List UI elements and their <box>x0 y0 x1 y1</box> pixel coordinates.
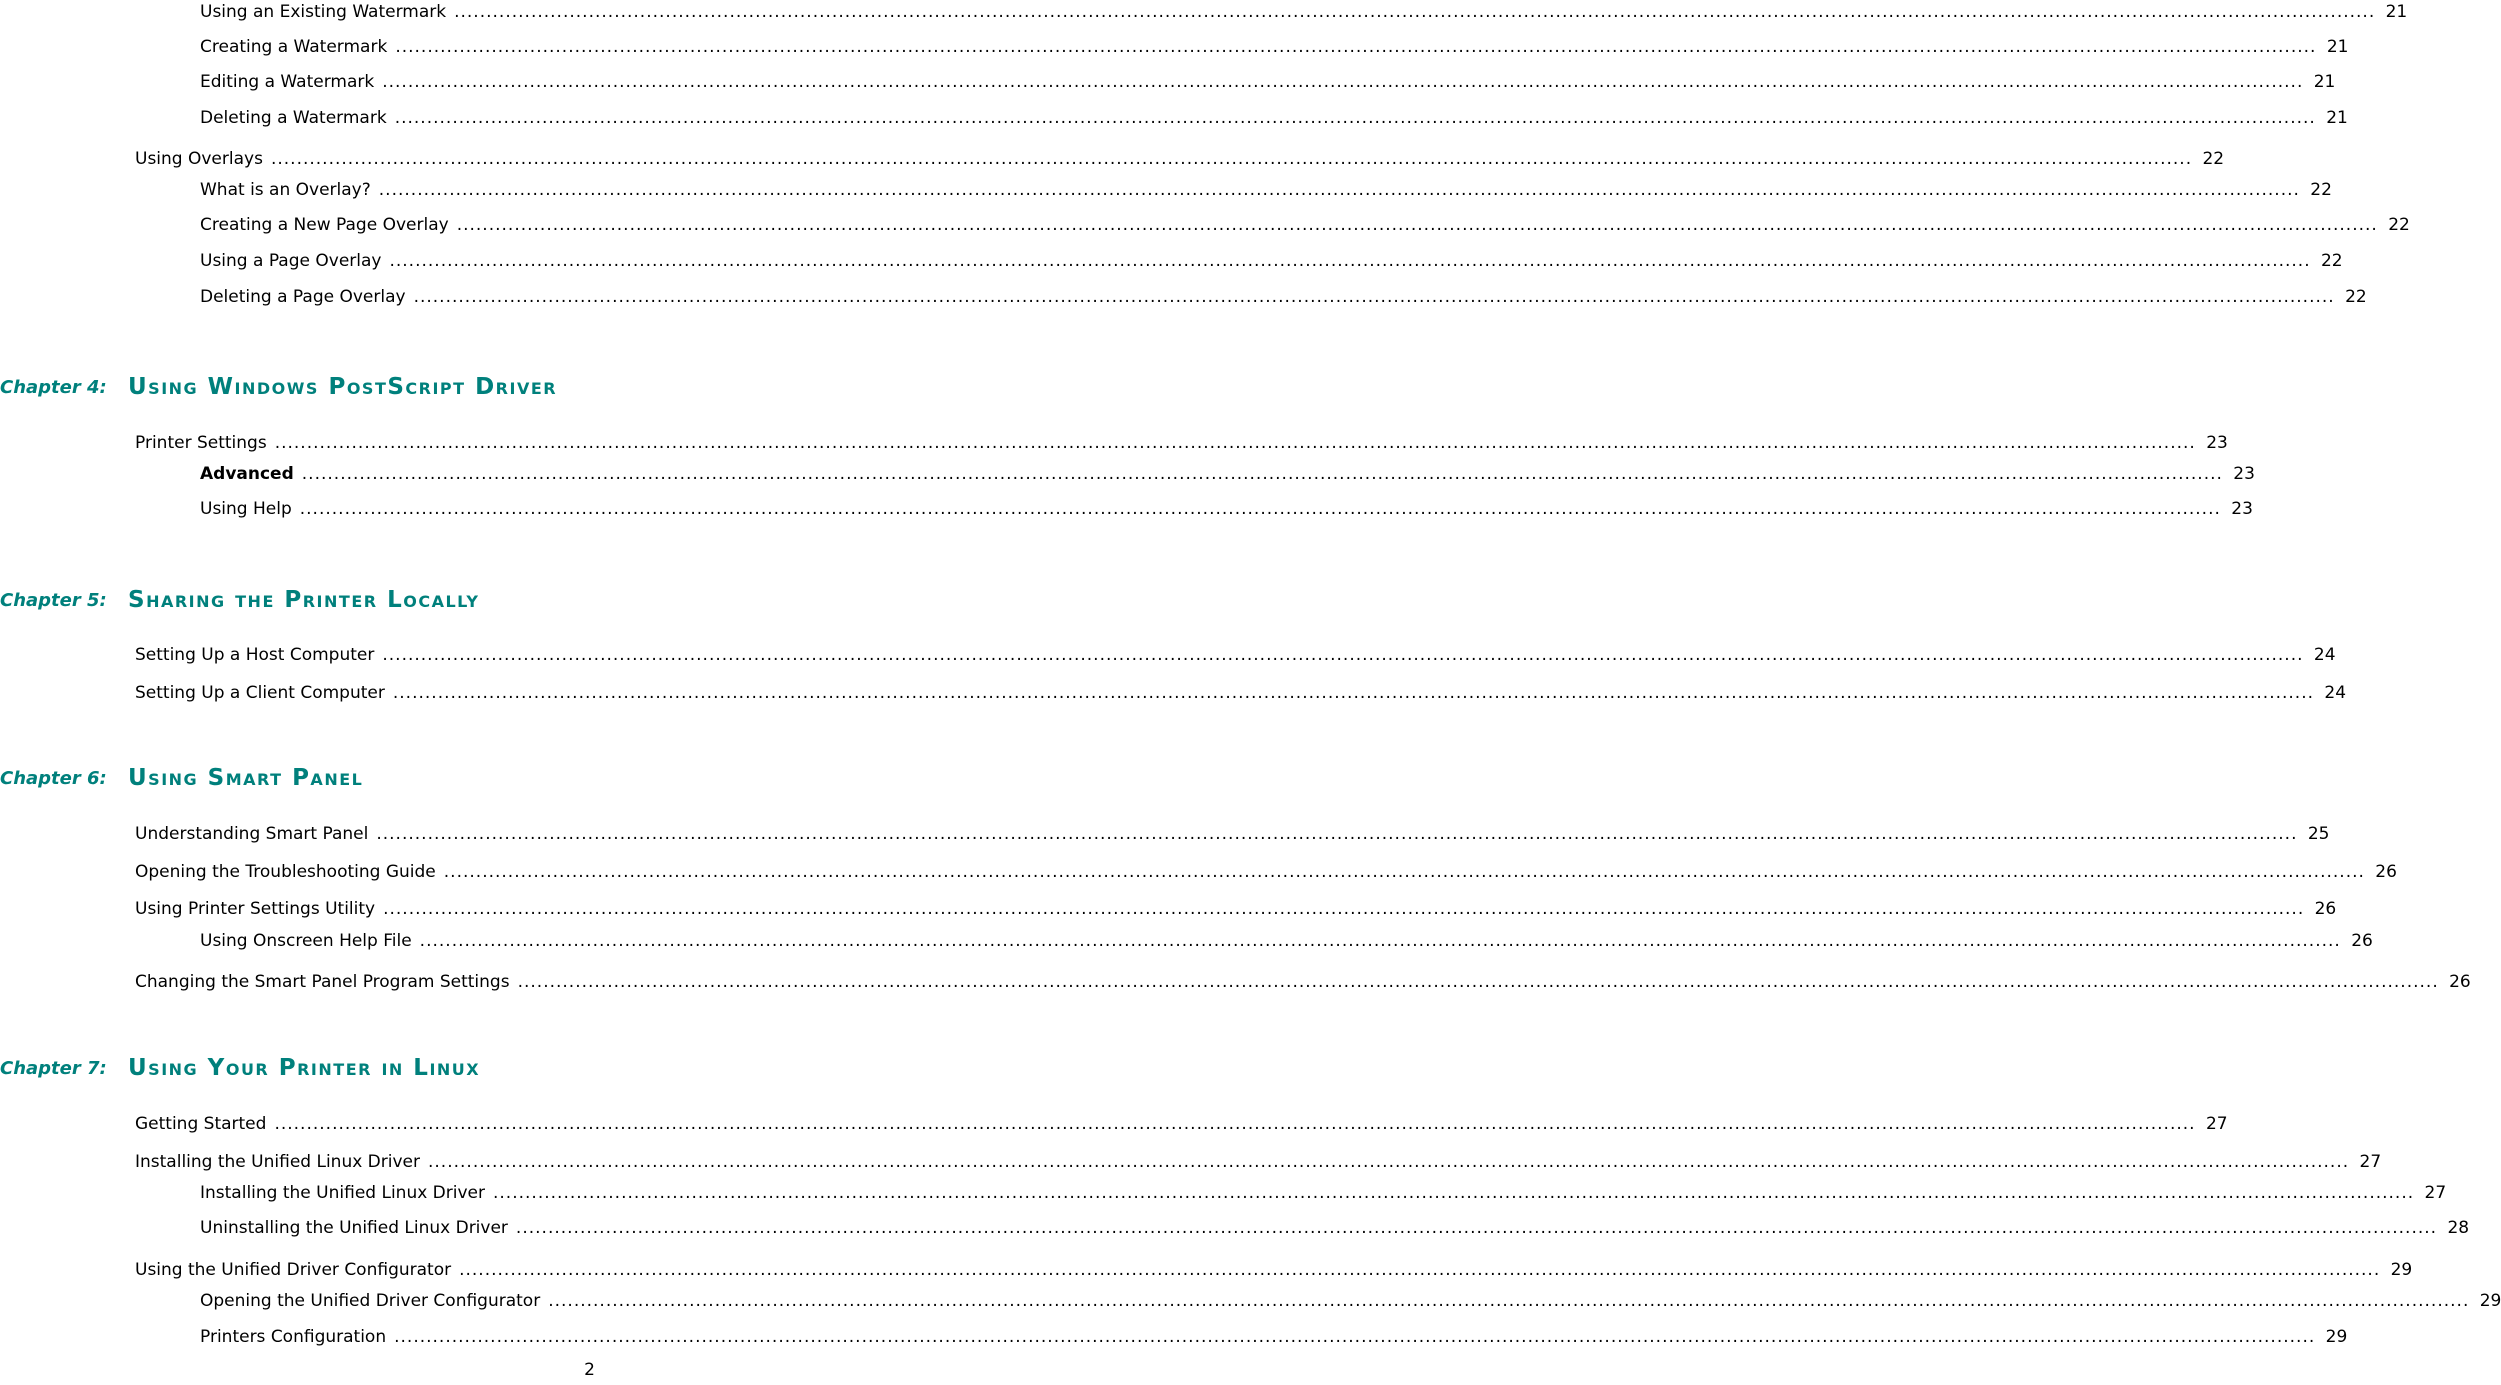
toc-entry[interactable] <box>135 820 2330 844</box>
toc-entry[interactable] <box>200 927 2373 951</box>
toc-dot-leader: ............................................................................................................................................................................................................................................................................................................ <box>392 683 2315 703</box>
page-number: 2 <box>584 1360 595 1380</box>
toc-entry-page: 23 <box>2231 499 2253 519</box>
toc-entry-page: 26 <box>2375 862 2397 882</box>
toc-dot-leader: ............................................................................................................................................................................................................................................................................................................ <box>517 972 2439 992</box>
toc-entry[interactable] <box>135 641 2336 665</box>
toc-entry-page: 28 <box>2447 1218 2470 1238</box>
toc-entry[interactable] <box>135 679 2347 703</box>
toc-entry-page: 23 <box>2233 464 2255 484</box>
toc-entry[interactable] <box>200 247 2343 271</box>
chapter-label: Chapter 4: <box>0 377 107 398</box>
toc-entry-page: 22 <box>2202 149 2225 169</box>
chapter-title: Using Windows PostScript Driver <box>128 374 558 400</box>
toc-dot-leader: ............................................................................................................................................................................................................................................................................................................ <box>428 1152 2350 1172</box>
toc-entry-page: 26 <box>2449 972 2471 992</box>
toc-entry-page: 21 <box>2326 37 2349 57</box>
chapter-heading <box>0 1043 1179 1083</box>
toc-entry-page: 24 <box>2313 645 2336 665</box>
toc-entry-page: 24 <box>2324 683 2347 703</box>
toc-entry-title: Printer Settings <box>135 433 267 453</box>
toc-entry-title: Understanding Smart Panel <box>135 824 369 844</box>
chapter-heading <box>0 753 1179 793</box>
toc-dot-leader: ............................................................................................................................................................................................................................................................................................................ <box>274 1114 2196 1134</box>
toc-entry-title: Using Printer Settings Utility <box>135 899 376 919</box>
toc-entry[interactable] <box>135 429 2228 453</box>
toc-dot-leader: ............................................................................................................................................................................................................................................................................................................ <box>383 899 2305 919</box>
toc-dot-leader: ............................................................................................................................................................................................................................................................................................................ <box>394 1327 2316 1347</box>
toc-entry-page: 23 <box>2206 433 2228 453</box>
toc-entry[interactable] <box>135 858 2397 882</box>
toc-entry-title: Using the Unified Driver Configurator <box>135 1260 452 1280</box>
toc-entry-page: 25 <box>2307 824 2330 844</box>
toc-entry-page: 22 <box>2320 251 2343 271</box>
toc-entry[interactable] <box>135 145 2225 169</box>
toc-dot-leader: ............................................................................................................................................................................................................................................................................................................ <box>454 2 2376 22</box>
toc-entry[interactable] <box>200 104 2348 128</box>
chapter-label: Chapter 5: <box>0 590 107 611</box>
toc-entry[interactable] <box>200 1179 2447 1203</box>
toc-entry-page: 22 <box>2388 215 2410 235</box>
toc-entry-page: 27 <box>2424 1183 2447 1203</box>
toc-entry-page: 22 <box>2345 287 2367 307</box>
toc-entry-title: Opening the Troubleshooting Guide <box>135 862 436 882</box>
toc-entry-title: Installing the Unified Linux Driver <box>200 1183 485 1203</box>
toc-entry[interactable] <box>135 1148 2382 1172</box>
chapter-label: Chapter 6: <box>0 768 107 789</box>
toc-dot-leader: ............................................................................................................................................................................................................................................................................................................ <box>459 1260 2381 1280</box>
chapter-heading <box>0 362 1179 402</box>
toc-entry[interactable] <box>200 211 2410 235</box>
toc-dot-leader: ............................................................................................................................................................................................................................................................................................................ <box>515 1218 2438 1238</box>
toc-entry-title: Advanced <box>200 464 294 484</box>
toc-entry-page: 27 <box>2205 1114 2228 1134</box>
toc-entry[interactable] <box>135 968 2471 992</box>
toc-entry[interactable] <box>200 460 2255 484</box>
toc-dot-leader: ............................................................................................................................................................................................................................................................................................................ <box>270 149 2193 169</box>
toc-dot-leader: ............................................................................................................................................................................................................................................................................................................ <box>456 215 2378 235</box>
toc-entry-title: Changing the Smart Panel Program Settings <box>135 972 510 992</box>
toc-entry-title: Using an Existing Watermark <box>200 2 447 22</box>
toc-dot-leader: ............................................................................................................................................................................................................................................................................................................ <box>493 1183 2415 1203</box>
toc-dot-leader: ............................................................................................................................................................................................................................................................................................................ <box>382 72 2304 92</box>
toc-entry-page: 22 <box>2310 180 2332 200</box>
toc-entry-title: Installing the Unified Linux Driver <box>135 1152 420 1172</box>
chapter-title: Using Your Printer in Linux <box>128 1055 481 1081</box>
toc-entry[interactable] <box>200 1323 2348 1347</box>
toc-dot-leader: ............................................................................................................................................................................................................................................................................................................ <box>382 645 2304 665</box>
toc-entry[interactable] <box>200 68 2336 92</box>
chapter-label: Chapter 7: <box>0 1058 107 1079</box>
toc-entry-title: Deleting a Page Overlay <box>200 287 406 307</box>
toc-dot-leader: ............................................................................................................................................................................................................................................................................................................ <box>274 433 2196 453</box>
toc-entry-page: 26 <box>2314 899 2337 919</box>
toc-entry-title: Setting Up a Client Computer <box>135 683 385 703</box>
toc-entry[interactable] <box>200 1214 2470 1238</box>
toc-dot-leader: ............................................................................................................................................................................................................................................................................................................ <box>395 37 2317 57</box>
toc-dot-leader: ............................................................................................................................................................................................................................................................................................................ <box>389 251 2311 271</box>
toc-entry-page: 26 <box>2351 931 2373 951</box>
toc-entry[interactable] <box>200 0 2408 22</box>
toc-entry-title: Getting Started <box>135 1114 267 1134</box>
toc-entry-page: 29 <box>2390 1260 2413 1280</box>
toc-entry-title: Using Overlays <box>135 149 263 169</box>
toc-dot-leader: ............................................................................................................................................................................................................................................................................................................ <box>413 287 2335 307</box>
toc-entry-page: 21 <box>2326 108 2348 128</box>
chapter-title: Using Smart Panel <box>128 765 364 791</box>
toc-dot-leader: ............................................................................................................................................................................................................................................................................................................ <box>301 464 2223 484</box>
toc-dot-leader: ............................................................................................................................................................................................................................................................................................................ <box>394 108 2316 128</box>
toc-dot-leader: ............................................................................................................................................................................................................................................................................................................ <box>299 499 2221 519</box>
toc-dot-leader: ............................................................................................................................................................................................................................................................................................................ <box>443 862 2365 882</box>
toc-entry-title: Printers Configuration <box>200 1327 387 1347</box>
toc-entry-page: 29 <box>2325 1327 2348 1347</box>
toc-entry-title: Opening the Unified Driver Configurator <box>200 1291 541 1311</box>
toc-entry[interactable] <box>200 283 2367 307</box>
toc-entry-page: 21 <box>2313 72 2336 92</box>
toc-dot-leader: ............................................................................................................................................................................................................................................................................................................ <box>376 824 2298 844</box>
chapter-title: Sharing the Printer Locally <box>128 587 480 613</box>
toc-entry[interactable] <box>135 1110 2228 1134</box>
toc-entry[interactable] <box>200 495 2253 519</box>
toc-entry-title: What is an Overlay? <box>200 180 371 200</box>
toc-entry-title: Editing a Watermark <box>200 72 375 92</box>
toc-entry-title: Using a Page Overlay <box>200 251 382 271</box>
chapter-heading <box>0 575 1179 615</box>
toc-entry[interactable] <box>200 33 2349 57</box>
toc-entry-page: 21 <box>2385 2 2408 22</box>
toc-entry-title: Using Onscreen Help File <box>200 931 412 951</box>
toc-dot-leader: ............................................................................................................................................................................................................................................................................................................ <box>378 180 2300 200</box>
toc-entry-title: Deleting a Watermark <box>200 108 387 128</box>
toc-entry[interactable] <box>200 1287 2501 1311</box>
toc-entry-title: Uninstalling the Unified Linux Driver <box>200 1218 508 1238</box>
toc-entry-title: Using Help <box>200 499 292 519</box>
toc-entry-page: 29 <box>2479 1291 2501 1311</box>
toc-dot-leader: ............................................................................................................................................................................................................................................................................................................ <box>548 1291 2470 1311</box>
toc-entry-title: Setting Up a Host Computer <box>135 645 375 665</box>
toc-entry-title: Creating a Watermark <box>200 37 388 57</box>
toc-entry[interactable] <box>135 1256 2413 1280</box>
toc-entry-page: 27 <box>2359 1152 2382 1172</box>
toc-dot-leader: ............................................................................................................................................................................................................................................................................................................ <box>419 931 2341 951</box>
toc-entry[interactable] <box>200 176 2332 200</box>
toc-entry-title: Creating a New Page Overlay <box>200 215 449 235</box>
toc-entry[interactable] <box>135 895 2337 919</box>
